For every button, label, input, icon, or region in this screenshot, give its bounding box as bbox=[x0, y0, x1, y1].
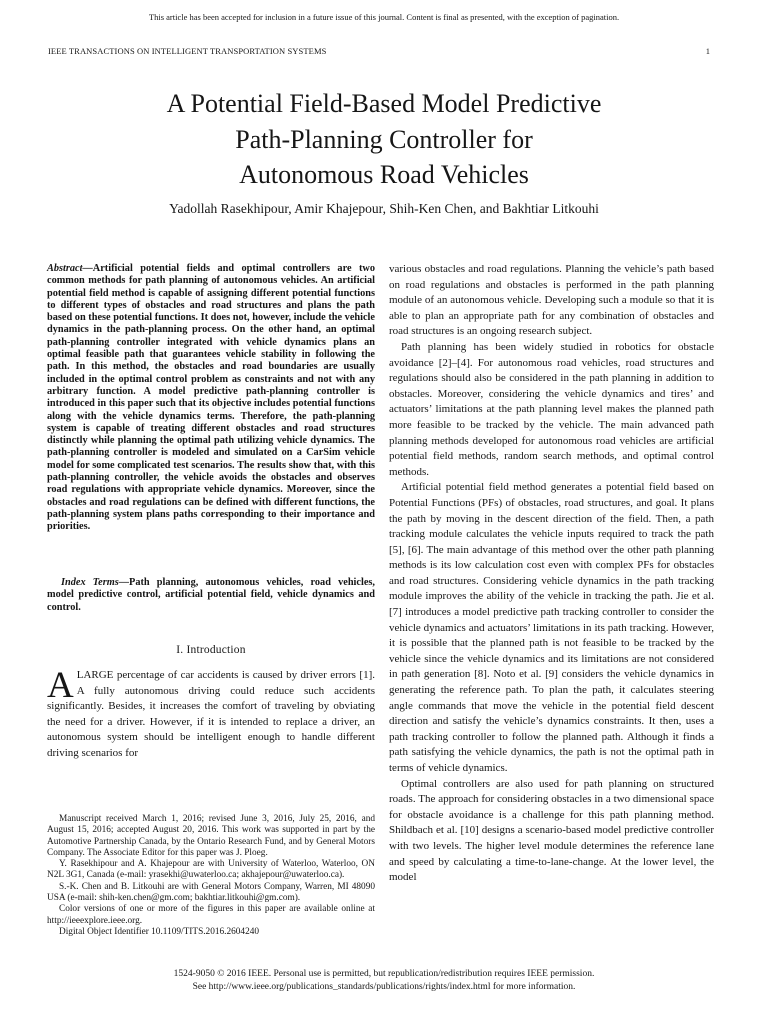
footnote-doi: Digital Object Identifier 10.1109/TITS.2016.2604240 bbox=[59, 926, 260, 937]
index-terms-text: Path planning, autonomous vehicles, road vehicles, model predictive control, artificial potential field, vehicle dynamics and control. bbox=[47, 577, 376, 613]
footnote-color-note: Color versions of one or more of the figures in this paper are available online at http://ieeexplore.ieee.org. bbox=[47, 904, 375, 926]
index-terms-label: Index Terms— bbox=[61, 577, 130, 588]
paragraph: Optimal controllers are also used for path planning on structured roads. The approach for considering obstacles in a two dimensional space for obstacle avoidance is a challenge for this path planning method. Shildbach et al. [10] designs a scenario-based model predictive controller with two levels. The higher level module determines the reference lane and speed by calculating a time-to-lane-change. At the lower level, the model bbox=[389, 777, 714, 884]
title-line: A Potential Field-Based Model Predictive bbox=[166, 89, 602, 118]
abstract-label: Abstract— bbox=[47, 263, 93, 274]
copyright-line: 1524-9050 © 2016 IEEE. Personal use is permitted, but republication/redistribution requires IEEE permission. bbox=[173, 969, 595, 979]
footnotes bbox=[47, 814, 375, 938]
title-line: Path-Planning Controller for bbox=[235, 124, 533, 154]
intro-paragraph: LARGE percentage of car accidents is caused by driver errors [1]. A fully autonomous driving could reduce such accidents significantly. Besides, it increases the comfort of traveling by obviating the need for a driver. However, if it is intended to replace a driver, an autonomous system should be intelligent enough to handle different driving scenarios for bbox=[47, 669, 375, 759]
paragraph: Artificial potential field method generates a potential field based on Potential Functions (PFs) of obstacles, road structures, and goal. It plans the path by moving in the descent direction of the field. Then, a path tracking module calculates the vehicle inputs required to track the path [5], [6]. The main advantage of this method over the other path planning methods is its low calculation cost even with complex PFs for obstacles and road structures. Considering vehicle dynamics in the path tracking module improves the ability of the vehicle in tracking the path. Jie et al. [7] introduces a model predictive path tracking controller to consider the vehicle dynamics and actuators’ limitations in its path tracking. However, it is possible that the planned path is not feasible to be tracked by the vehicle since the vehicle dynamics and its limitations are not considered in path generation [8]. Noto et al. [9] considers the vehicle dynamics in generating the reference path. To plan the path, it calculates steering angle commands that move the vehicle in the potential field descent direction and satisfy the vehicle’s dynamics constraints. It then, uses a path tracking controller to follow the planned path. Although it finds a path satisfying the vehicle dynamics, the path is not the optimal path in terms of vehicle dynamics. bbox=[389, 481, 714, 774]
page-number: 1 bbox=[705, 46, 710, 56]
paper-title bbox=[0, 86, 768, 193]
copyright-footer bbox=[0, 968, 768, 994]
footnote-received: Manuscript received March 1, 2016; revised June 3, 2016, July 25, 2016, and August 15, 2016; accepted August 20, 2016. This work was supported in part by the Automotive Partnership Canada, by the Ontario Research Fund, and by General Motors Company. The Associate Editor for this paper was J. Ploeg. bbox=[47, 814, 375, 858]
abstract bbox=[47, 263, 375, 534]
right-column bbox=[389, 262, 714, 886]
journal-name: IEEE TRANSACTIONS ON INTELLIGENT TRANSPORTATION SYSTEMS bbox=[48, 46, 327, 56]
acceptance-notice: This article has been accepted for inclusion in a future issue of this journal. Content is final as presented, with the exception of pagination. bbox=[148, 12, 620, 22]
abstract-text: Artificial potential fields and optimal controllers are two common methods for path planning of autonomous vehicles. An artificial potential field method is capable of assigning different potential functions to different types of obstacles and road structures and plans the path based on these potential functions. It does not, however, include the vehicle dynamics in the path-planning process. On the other hand, an optimal path-planning controller integrated with vehicle dynamics plans an optimal feasible path that guarantees vehicle stability in following the path. In this method, the obstacles and road boundaries are usually included in the optimal control problem as constraints and not with any arbitrary function. A model predictive path-planning controller is introduced in this paper such that its objective includes potential functions along with the vehicle dynamics terms. Therefore, the path-planning system is capable of treating different obstacles and road structures distinctly while planning the optimal path utilizing vehicle dynamics. The path-planning controller is modeled and simulated on a CarSim vehicle model for some complicated test scenarios. The results show that, with this path-planning controller, the vehicle avoids the obstacles and observes road regulations with appropriate vehicle dynamics. Moreover, since the obstacles and road regulations can be defined with different functions, the path-planning system plans paths corresponding to their importance and priorities. bbox=[47, 263, 375, 533]
paragraph: various obstacles and road regulations. Planning the vehicle’s path based on road regulations and obstacles is performed in the path planning module of an autonomous vehicle. Developing such a module so that it is able to plan an appropriate path for any combination of obstacles and road structures is an ongoing research subject. bbox=[389, 263, 714, 338]
footnote-affiliation-gm: S.-K. Chen and B. Litkouhi are with General Motors Company, Warren, MI 48090 USA (e-mail: shih-ken.chen@gm.com; bakhtiar.litkouhi@gm.com). bbox=[47, 881, 375, 904]
author-list: Yadollah Rasekhipour, Amir Khajepour, Shih-Ken Chen, and Bakhtiar Litkouhi bbox=[169, 201, 599, 216]
footnote-affiliation-waterloo: Y. Rasekhipour and A. Khajepour are with University of Waterloo, Waterloo, ON N2L 3G1, Canada (e-mail: yrasekhi@uwaterloo.ca; akhajepour@uwaterloo.ca). bbox=[47, 859, 375, 881]
title-line: Autonomous Road Vehicles bbox=[239, 160, 529, 189]
drop-cap: A bbox=[47, 665, 74, 706]
index-terms bbox=[47, 577, 375, 614]
section-heading: I. Introduction bbox=[176, 644, 246, 656]
introduction-text bbox=[47, 665, 375, 762]
rights-link-line: See http://www.ieee.org/publications_standards/publications/rights/index.html for more information. bbox=[192, 982, 576, 992]
paragraph: Path planning has been widely studied in robotics for obstacle avoidance [2]–[4]. For autonomous road vehicles, road structures and regulations should also be considered in the path planning in addition to obstacles. Moreover, considering the vehicle dynamics and tires’ and actuators’ limitations at the path planning level makes the planned path more feasible to be tracked by the vehicle. The main advanced path planning methods developed for autonomous road vehicles are artificial potential field methods, random search methods, and optimal control methods. bbox=[389, 340, 714, 478]
